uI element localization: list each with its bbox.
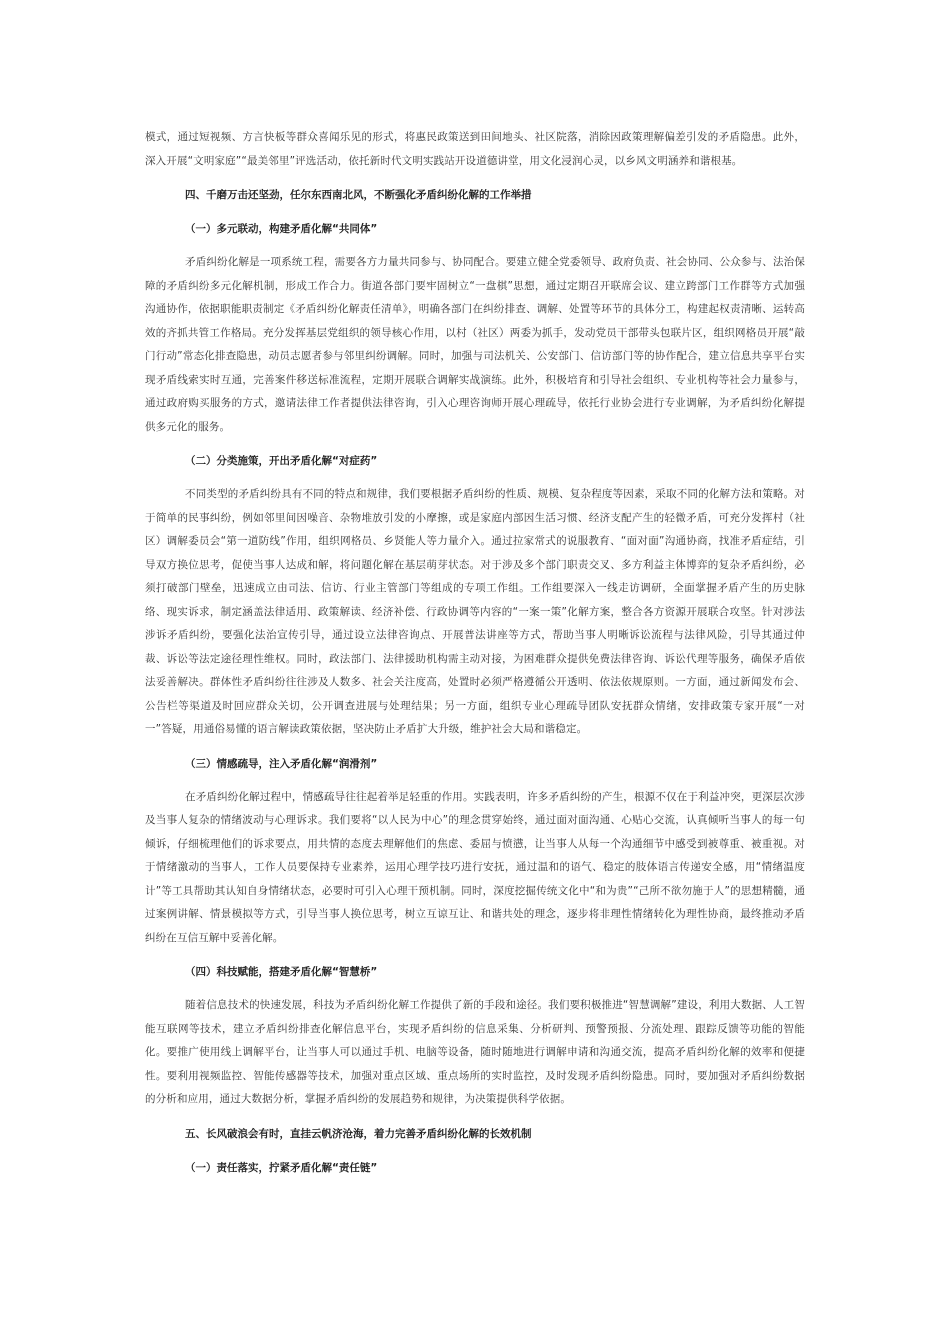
subheading-4-1: （一）多元联动，构建矛盾化解“共同体” <box>185 223 378 235</box>
paragraph-cultural-harmony: 模式，通过短视频、方言快板等群众喜闻乐见的形式，将惠民政策送到田间地头、社区院落，消除因政策理解偏差引发的矛盾隐患。此外，深入开展“文明家庭”“最美邻里”评选活动，依托新时代文明实践站开设道德讲堂，用文化浸润心灵，以乡风文明涵养和谐根基。 <box>145 131 805 167</box>
paragraph-classified-policy: 不同类型的矛盾纠纷具有不同的特点和规律，我们要根据矛盾纠纷的性质、规模、复杂程度等因素，采取不同的化解方法和策略。对于简单的民事纠纷，例如邻里间因噪音、杂物堆放引发的小摩擦，或是家庭内部因生活习惯、经济支配产生的轻微矛盾，可充分发挥村（社区）调解委员会“第一道防线”作用，组织网格员、乡贤能人等力量介入。通过拉家常式的说服教育、“面对面”沟通协商，找准矛盾症结，引导双方换位思考，促使当事人达成和解，将问题化解在基层萌芽状态。对于涉及多个部门职责交叉、多方利益主体博弈的复杂矛盾纠纷，必须打破部门壁垒，迅速成立由司法、信访、行业主管部门等组成的专项工作组。工作组要深入一线走访调研，全面掌握矛盾产生的历史脉络、现实诉求，制定涵盖法律适用、政策解读、经济补偿、行政协调等内容的“一案一策”化解方案，整合各方资源开展联合攻坚。针对涉法涉诉矛盾纠纷，要强化法治宣传引导，通过设立法律咨询点、开展普法讲座等方式，帮助当事人明晰诉讼流程与法律风险，引导其通过仲裁、诉讼等法定途径理性维权。同时，政法部门、法律援助机构需主动对接，为困难群众提供免费法律咨询、诉讼代理等服务，确保矛盾依法妥善解决。群体性矛盾纠纷往往涉及人数多、社会关注度高，处置时必须严格遵循公开透明、依法依规原则。一方面，通过新闻发布会、公告栏等渠道及时回应群众关切，公开调查进展与处理结果；另一方面，组织专业心理疏导团队安抚群众情绪，安排政策专家开展“一对一”答疑，用通俗易懂的语言解读政策依据，坚决防止矛盾扩大升级，维护社会大局和谐稳定。 <box>145 488 805 735</box>
subheading-4-4: （四）科技赋能，搭建矛盾化解“智慧桥” <box>185 966 378 978</box>
subheading-5-1: （一）责任落实，拧紧矛盾化解“责任链” <box>185 1161 378 1174</box>
section-heading-5: 五、长风破浪会有时，直挂云帆济沧海，着力完善矛盾纠纷化解的长效机制 <box>185 1127 532 1140</box>
paragraph-emotional-guidance: 在矛盾纠纷化解过程中，情感疏导往往起着举足轻重的作用。实践表明，许多矛盾纠纷的产生，根源不仅在于利益冲突，更深层次涉及当事人复杂的情绪波动与心理诉求。我们要将“以人民为中心”的理念贯穿始终，通过面对面沟通、心贴心交流，认真倾听当事人的每一句倾诉，仔细梳理他们的诉求要点，用共情的态度去理解他们的焦虑、委屈与愤懑，让当事人从每一个沟通细节中感受到被尊重、被重视。对于情绪激动的当事人，工作人员要保持专业素养，运用心理学技巧进行安抚，通过温和的语气、稳定的肢体语言传递安全感，用“情绪温度计”等工具帮助其认知自身情绪状态，必要时可引入心理干预机制。同时，深度挖掘传统文化中“和为贵”“己所不欲勿施于人”的思想精髓，通过案例讲解、情景模拟等方式，引导当事人换位思考，树立互谅互让、和谐共处的理念，逐步将非理性情绪转化为理性协商，最终推动矛盾纠纷在互信互解中妥善化解。 <box>145 790 805 944</box>
paragraph-tech-empowerment: 随着信息技术的快速发展，科技为矛盾纠纷化解工作提供了新的手段和途径。我们要积极推进“智慧调解”建设，利用大数据、人工智能互联网等技术，建立矛盾纠纷排查化解信息平台，实现矛盾纠纷的信息采集、分析研判、预警预报、分流处理、跟踪反馈等功能的智能化。要推广使用线上调解平台，让当事人可以通过手机、电脑等设备，随时随地进行调解申请和沟通交流，提高矛盾纠纷化解的效率和便捷性。要利用视频监控、智能传感器等技术，加强对重点区域、重点场所的实时监控，及时发现矛盾纠纷隐患。同时，要加强对矛盾纠纷数据的分析和应用，通过大数据分析，掌握矛盾纠纷的发展趋势和规律，为决策提供科学依据。 <box>145 999 805 1105</box>
subheading-4-2: （二）分类施策，开出矛盾化解“对症药” <box>185 455 378 467</box>
section-heading-4: 四、千磨万击还坚劲，任尔东西南北风，不断强化矛盾纠纷化解的工作举措 <box>185 189 532 201</box>
document-page <box>145 126 805 1176</box>
paragraph-multi-linkage: 矛盾纠纷化解是一项系统工程，需要各方力量共同参与、协同配合。要建立健全党委领导、政府负责、社会协同、公众参与、法治保障的矛盾纠纷多元化解机制，形成工作合力。街道各部门要牢固树立“一盘棋”思想，通过定期召开联席会议、建立跨部门工作群等方式加强沟通协作，依据职能职责制定《矛盾纠纷化解责任清单》，明确各部门在纠纷排查、调解、处置等环节的具体分工，构建起权责清晰、运转高效的齐抓共管工作格局。充分发挥基层党组织的领导核心作用，以村（社区）两委为抓手，发动党员干部带头包联片区，组织网格员开展“敲门行动”常态化排查隐患，动员志愿者参与邻里纠纷调解。同时，加强与司法机关、公安部门、信访部门等的协作配合，建立信息共享平台实现矛盾线索实时互通，完善案件移送标准流程，定期开展联合调解实战演练。此外，积极培育和引导社会组织、专业机构等社会力量参与，通过政府购买服务的方式，邀请法律工作者提供法律咨询，引入心理咨询师开展心理疏导，依托行业协会进行专业调解，为矛盾纠纷化解提供多元化的服务。 <box>145 256 805 433</box>
subheading-4-3: （三）情感疏导，注入矛盾化解“润滑剂” <box>185 757 378 770</box>
